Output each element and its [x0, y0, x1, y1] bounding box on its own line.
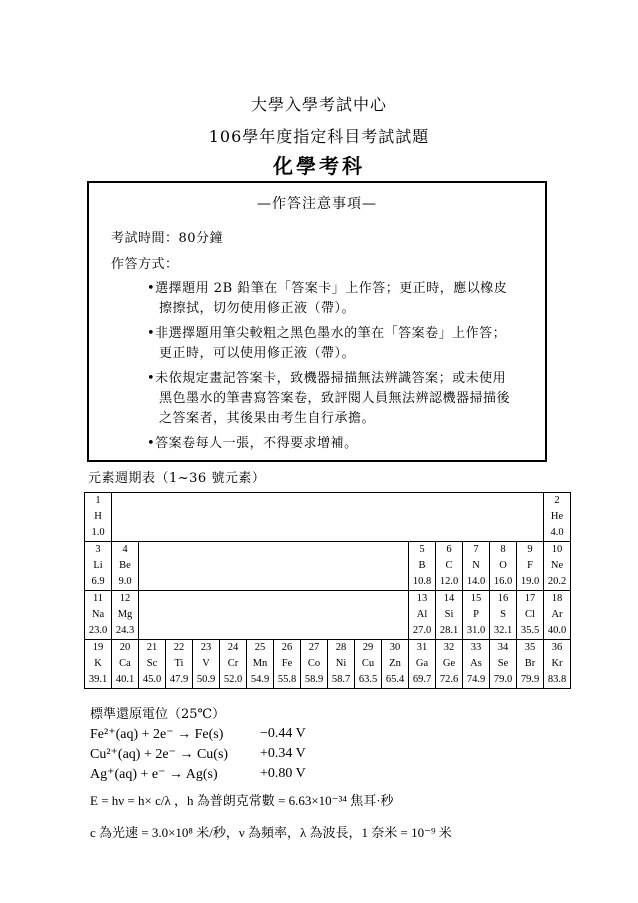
- element-cell-ge: [436, 640, 463, 689]
- atomic-mass: 1.0: [91, 527, 105, 538]
- atomic-mass: 4.0: [550, 527, 564, 538]
- element-cell-as: [463, 640, 490, 689]
- reaction-text: Fe²⁺(aq) + 2e⁻ → Fe(s): [90, 727, 224, 742]
- element-cell-ca: [112, 640, 139, 689]
- element-symbol: Ga: [415, 658, 429, 669]
- periodic-table: [84, 492, 571, 689]
- atomic-mass: 55.8: [277, 674, 297, 685]
- atomic-number: 25: [254, 642, 266, 653]
- instruction-item: •選擇題用 2B 鉛筆在「答案卡」上作答；更正時，應以橡皮: [147, 281, 508, 296]
- atomic-mass: 9.0: [118, 576, 132, 587]
- element-symbol: Ar: [551, 609, 563, 620]
- element-symbol: F: [527, 560, 533, 571]
- element-cell-li: [85, 542, 112, 591]
- subject-title: 化學考科: [273, 154, 365, 178]
- periodic-row: [85, 493, 571, 542]
- element-cell-zn: [382, 640, 409, 689]
- atomic-mass: 35.5: [520, 625, 540, 636]
- atomic-mass: 58.9: [304, 674, 324, 685]
- reaction-potential: −0.44 V: [260, 726, 306, 741]
- element-symbol: Kr: [551, 658, 563, 669]
- element-symbol: Fe: [281, 658, 293, 669]
- element-symbol: P: [473, 609, 479, 620]
- element-symbol: C: [445, 560, 453, 571]
- reaction-potential: +0.34 V: [260, 746, 306, 761]
- atomic-mass: 32.1: [493, 625, 513, 636]
- element-cell-v: [193, 640, 220, 689]
- element-symbol: Be: [119, 560, 131, 571]
- atomic-mass: 16.0: [493, 576, 513, 587]
- atomic-number: 12: [119, 593, 131, 604]
- element-cell-se: [490, 640, 517, 689]
- reaction-text: Ag⁺(aq) + e⁻ → Ag(s): [90, 767, 218, 782]
- atomic-number: 30: [389, 642, 401, 653]
- table-gap: [112, 493, 544, 542]
- atomic-number: 2: [554, 495, 560, 506]
- element-symbol: Zn: [389, 658, 401, 669]
- element-symbol: Ti: [174, 658, 184, 669]
- atomic-number: 26: [281, 642, 293, 653]
- element-cell-h: [85, 493, 112, 542]
- element-cell-na: [85, 591, 112, 640]
- atomic-mass: 6.9: [91, 576, 105, 587]
- reaction-text: Cu²⁺(aq) + 2e⁻ → Cu(s): [90, 747, 229, 762]
- atomic-mass: 45.0: [142, 674, 162, 685]
- potential-title: 標準還原電位（25℃）: [90, 707, 226, 722]
- atomic-number: 4: [122, 544, 128, 555]
- element-symbol: K: [94, 658, 102, 669]
- instruction-item: •非選擇題用筆尖較粗之黑色墨水的筆在「答案卷」上作答；: [147, 326, 507, 341]
- reaction-potential: +0.80 V: [260, 766, 306, 781]
- atomic-number: 3: [95, 544, 101, 555]
- answer-method-label: 作答方式：: [111, 257, 179, 272]
- atomic-mass: 40.0: [547, 625, 567, 636]
- element-symbol: Mg: [117, 609, 133, 620]
- element-cell-p: [463, 591, 490, 640]
- element-cell-ga: [409, 640, 436, 689]
- element-cell-cu: [355, 640, 382, 689]
- element-cell-ni: [328, 640, 355, 689]
- element-cell-co: [301, 640, 328, 689]
- element-symbol: Cu: [361, 658, 375, 669]
- atomic-number: 23: [200, 642, 212, 653]
- atomic-number: 24: [227, 642, 239, 653]
- atomic-number: 15: [470, 593, 482, 604]
- element-cell-he: [544, 493, 571, 542]
- atomic-mass: 72.6: [439, 674, 459, 685]
- table-gap: [139, 542, 409, 591]
- atomic-number: 22: [173, 642, 185, 653]
- element-symbol: B: [418, 560, 426, 571]
- element-cell-si: [436, 591, 463, 640]
- atomic-number: 17: [524, 593, 536, 604]
- element-symbol: Cl: [525, 609, 535, 620]
- instructions-title: —作答注意事項—: [257, 196, 377, 212]
- atomic-mass: 27.0: [412, 625, 432, 636]
- periodic-row: [85, 591, 571, 640]
- element-symbol: Na: [91, 609, 105, 620]
- atomic-number: 31: [416, 642, 428, 653]
- element-symbol: Ca: [119, 658, 131, 669]
- element-cell-s: [490, 591, 517, 640]
- atomic-mass: 20.2: [547, 576, 567, 587]
- element-cell-o: [490, 542, 517, 591]
- atomic-mass: 54.9: [250, 674, 270, 685]
- element-cell-mn: [247, 640, 274, 689]
- exam-center-title: 大學入學考試中心: [250, 95, 387, 114]
- atomic-mass: 63.5: [358, 674, 378, 685]
- atomic-mass: 79.9: [520, 674, 540, 685]
- element-symbol: Co: [307, 658, 321, 669]
- photon-energy-formula: E = hν = h× c/λ ，h 為普朗克常數 = 6.63×10⁻³⁴ 焦耳·秒: [90, 793, 394, 808]
- element-cell-kr: [544, 640, 571, 689]
- atomic-mass: 24.3: [115, 625, 135, 636]
- atomic-number: 1: [95, 495, 101, 506]
- instruction-item-cont: 之答案者，其後果由考生自行承擔。: [159, 411, 376, 426]
- element-symbol: Cr: [227, 658, 239, 669]
- atomic-mass: 19.0: [520, 576, 540, 587]
- atomic-mass: 31.0: [466, 625, 486, 636]
- periodic-row: [85, 640, 571, 689]
- element-cell-sc: [139, 640, 166, 689]
- atomic-mass: 40.1: [115, 674, 135, 685]
- atomic-number: 14: [443, 593, 455, 604]
- element-symbol: As: [470, 658, 482, 669]
- instruction-item: •未依規定畫記答案卡，致機器掃描無法辨識答案；或未使用: [147, 371, 507, 386]
- atomic-mass: 50.9: [196, 674, 216, 685]
- atomic-number: 7: [473, 544, 479, 555]
- element-cell-cl: [517, 591, 544, 640]
- atomic-number: 10: [551, 544, 563, 555]
- periodic-row: [85, 542, 571, 591]
- element-symbol: Mn: [252, 658, 268, 669]
- constants-line: c 為光速 = 3.0×10⁸ 米/秒，ν 為頻率，λ 為波長，1 奈米 = 10⁻⁹ 米: [90, 825, 452, 840]
- periodic-table-title: 元素週期表（1~36 號元素）: [88, 471, 266, 486]
- atomic-mass: 52.0: [223, 674, 243, 685]
- atomic-number: 27: [308, 642, 320, 653]
- element-symbol: V: [202, 658, 210, 669]
- element-symbol: Si: [444, 609, 454, 620]
- atomic-number: 29: [362, 642, 374, 653]
- exam-time: 考試時間：80分鐘: [111, 231, 224, 246]
- atomic-mass: 14.0: [466, 576, 486, 587]
- atomic-number: 35: [524, 642, 536, 653]
- atomic-mass: 28.1: [439, 625, 459, 636]
- atomic-number: 33: [470, 642, 482, 653]
- instruction-item: •答案卷每人一張，不得要求增補。: [147, 436, 358, 451]
- atomic-mass: 65.4: [385, 674, 405, 685]
- table-gap: [139, 591, 409, 640]
- element-cell-cr: [220, 640, 247, 689]
- atomic-number: 5: [419, 544, 425, 555]
- atomic-number: 11: [92, 593, 104, 604]
- atomic-number: 20: [119, 642, 131, 653]
- element-cell-f: [517, 542, 544, 591]
- atomic-mass: 79.0: [493, 674, 513, 685]
- instruction-item-cont: 更正時，可以使用修正液（帶）。: [159, 346, 356, 361]
- element-cell-n: [463, 542, 490, 591]
- element-cell-mg: [112, 591, 139, 640]
- element-cell-ti: [166, 640, 193, 689]
- atomic-number: 19: [92, 642, 104, 653]
- atomic-mass: 12.0: [439, 576, 459, 587]
- atomic-mass: 83.8: [547, 674, 567, 685]
- atomic-number: 34: [497, 642, 509, 653]
- instructions-box: [87, 181, 547, 462]
- element-symbol: N: [472, 560, 480, 571]
- atomic-mass: 10.8: [412, 576, 432, 587]
- element-cell-br: [517, 640, 544, 689]
- atomic-number: 8: [500, 544, 506, 555]
- instruction-item-cont: 擦擦拭，切勿使用修正液（帶）。: [159, 301, 356, 316]
- atomic-mass: 47.9: [169, 674, 189, 685]
- element-symbol: H: [94, 511, 102, 522]
- element-symbol: Se: [497, 658, 509, 669]
- element-symbol: Al: [416, 609, 428, 620]
- atomic-number: 32: [443, 642, 455, 653]
- atomic-number: 21: [146, 642, 158, 653]
- atomic-number: 16: [497, 593, 509, 604]
- element-symbol: Ne: [550, 560, 564, 571]
- instruction-item-cont: 黑色墨水的筆書寫答案卷，致評閱人員無法辨認機器掃描後: [159, 391, 511, 406]
- atomic-number: 18: [551, 593, 563, 604]
- element-symbol: Ge: [442, 658, 456, 669]
- atomic-mass: 58.7: [331, 674, 351, 685]
- atomic-number: 28: [335, 642, 347, 653]
- atomic-mass: 23.0: [88, 625, 108, 636]
- atomic-mass: 39.1: [88, 674, 108, 685]
- element-symbol: Sc: [146, 658, 158, 669]
- atomic-number: 9: [527, 544, 533, 555]
- element-cell-fe: [274, 640, 301, 689]
- atomic-mass: 74.9: [466, 674, 486, 685]
- exam-year-title: 106學年度指定科目考試試題: [208, 127, 430, 146]
- element-cell-c: [436, 542, 463, 591]
- atomic-number: 13: [416, 593, 428, 604]
- element-cell-be: [112, 542, 139, 591]
- element-cell-al: [409, 591, 436, 640]
- element-cell-ar: [544, 591, 571, 640]
- atomic-mass: 69.7: [412, 674, 432, 685]
- element-symbol: Br: [524, 658, 536, 669]
- element-symbol: Ni: [335, 658, 347, 669]
- element-cell-k: [85, 640, 112, 689]
- element-cell-b: [409, 542, 436, 591]
- element-symbol: O: [499, 560, 507, 571]
- element-symbol: Li: [93, 560, 103, 571]
- atomic-number: 6: [446, 544, 452, 555]
- element-cell-ne: [544, 542, 571, 591]
- element-symbol: He: [550, 511, 564, 522]
- atomic-number: 36: [551, 642, 563, 653]
- element-symbol: S: [500, 609, 506, 620]
